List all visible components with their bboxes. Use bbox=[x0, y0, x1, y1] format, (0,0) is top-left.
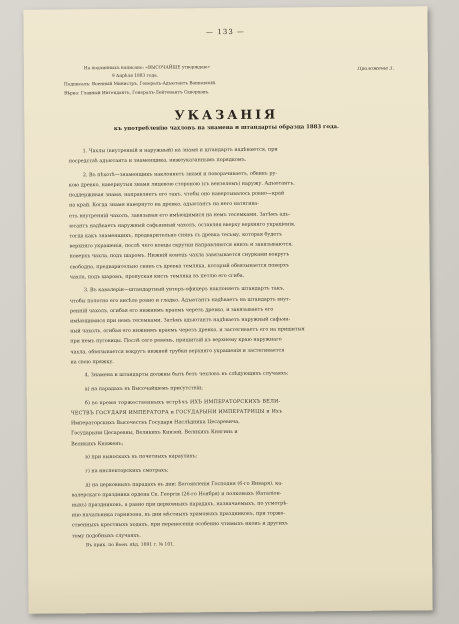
text-line: Великихъ Княженъ; bbox=[71, 440, 124, 447]
text-line: на край. Когда знамя навернуто на древко, адъютантъ на него натягива- bbox=[69, 201, 259, 209]
text-line: ютантъ надѣваетъ наружный сафьянный чахолъ, оставляя вверху верхняго украшенія, bbox=[69, 221, 296, 230]
text-line: чахла, обвязывается вокругъ нижней трубки верхняго украшенія и застегивается bbox=[70, 347, 285, 355]
approval-line: На подлинныхъ написано: «ВЫСОЧАЙШЕ утверждаю» bbox=[83, 65, 211, 72]
text-line: ственныхъ крестныхъ ходахъ, при перенесеніи особенно чтимыхъ иконъ и другихъ bbox=[71, 520, 288, 529]
text-line: етъ внутренній чахолъ, завязывая его имѣющимися на немъ тесемками. Затѣмъ адъ- bbox=[69, 211, 291, 220]
text-line: ренній чахолъ, огибая его нижнимъ краемъ черезъ древко, и завязываетъ его bbox=[69, 306, 274, 315]
appendix-label: Приложеніе 3. bbox=[357, 66, 394, 72]
text-line: верхняго украшенія, послѣ чего концы скрутки направляются внизъ и завязываются, bbox=[69, 241, 294, 250]
text-line: д) на церковныхъ парадахъ въ дни: Богоявленія Господня (6-го Января), ка- bbox=[85, 480, 283, 488]
approval-line: 9 Апрѣля 1883 года. bbox=[111, 73, 159, 80]
approval-line: Подписалъ: Военный Министръ, Генералъ-Адъютантъ Ванновскій. bbox=[64, 81, 217, 88]
text-line: г) на инспекторскихъ смотрахъ; bbox=[85, 467, 169, 475]
text-line: ЧЕСТВЪ ГОСУДАРЯ ИМПЕРАТОРА и ГОСУДАРЫНИ ИМПЕРАТРИЦЫ и Ихъ bbox=[70, 408, 283, 417]
text-line: ный чахолъ, огибая его нижнимъ краемъ черезъ древко, и застегиваетъ его на пришитыя bbox=[70, 326, 305, 335]
text-line: валерскаго праздника ордена Св. Георгія (26-го Ноября) и полковыхъ (баталіон- bbox=[71, 490, 282, 499]
text-line: нію начальника гарнизона, въ дни мѣстныхъ храмовыхъ праздниковъ, при торже- bbox=[71, 510, 286, 519]
approval-block bbox=[64, 64, 217, 98]
approval-line: Вѣрно: Главный Интендантъ, Генералъ-Лейтенантъ Скворцовъ. bbox=[64, 89, 210, 97]
document-subtitle: къ употребленію чахловъ на знамена и штандарты образца 1883 года. bbox=[113, 124, 339, 132]
page-number: — 133 — bbox=[206, 27, 246, 37]
text-line: в) при выноскахъ въ почетныхъ караулахъ; bbox=[85, 453, 198, 461]
text-line: б) во время торжественныхъ встрѣчъ ИХЪ ИМПЕРАТОРСКИХЪ ВЕЛИ- bbox=[84, 398, 281, 407]
text-line: тому подобныхъ случаяхъ. bbox=[71, 532, 141, 539]
text-line: Императорскихъ Высочествъ Государя Наслѣдника Цесаревича, bbox=[70, 419, 240, 427]
text-line: 2. Въ пѣхотѣ—знаменщикъ наклоняетъ знамя и поворачиваетъ, обвивъ ру- bbox=[82, 170, 278, 179]
text-line: свободно, предварительно снявъ съ древка темляка, который обвязывается поверхъ bbox=[69, 262, 289, 270]
text-line: ныхъ) праздниковъ, а равно при церковныхъ парадахъ, назначаемыхъ, по усмотрѣ- bbox=[71, 500, 288, 509]
text-line: тогда какъ знаменщикъ, предварительно снявъ съ древка тесьму, которая будетъ bbox=[69, 231, 283, 240]
document-page bbox=[23, 6, 432, 614]
text-line: 3. Въ кавалеріи—штандартный унтеръ-офицеръ наклоняетъ штандартъ такъ, bbox=[83, 285, 285, 294]
text-line: чтобы полотно его висѣло ровно и гладко. Адъютантъ надѣваетъ на штандартъ внут- bbox=[69, 296, 291, 305]
text-line: поверхъ чахла, подъ шаромъ. Нижній конецъ чахла завязывается снурками вокругъ bbox=[69, 251, 290, 260]
text-line: посредствѣ адъютанта и знаменщика, нижеуказаннымъ порядкомъ. bbox=[68, 157, 247, 165]
text-line: 4. Знамена и штандарты должны быть безъ чехловъ въ слѣдующихъ случаяхъ: bbox=[84, 370, 289, 379]
paper-shading bbox=[28, 570, 432, 614]
text-line: Въ прик. по Воен. вѣд. 1891 г. № 101. bbox=[86, 542, 175, 548]
text-line: а) на парадахъ въ Высочайшемъ присутствіи; bbox=[84, 385, 203, 393]
text-line: 1. Чахлы (внутренній и наружный) на знамя и штандартъ надѣваются, при bbox=[82, 146, 278, 155]
text-line: при немъ пуговицы. Послѣ сего ремень, пришитый къ верхнему краю наружнаго bbox=[70, 336, 282, 345]
text-line: кою древко, навернутыя знамя лицевою стороною (съ вензелемъ) наружу. Адъютантъ, bbox=[68, 180, 295, 189]
text-line: имѣющимися при немъ тесемками. Затѣмъ адъютантъ надѣваетъ наружный сафьян- bbox=[70, 316, 291, 325]
text-line: поддерживая знамя, направляетъ его такъ, чтобы оно навертывалось ровно—край bbox=[68, 190, 285, 199]
text-line: Государыни Цесаревны, Великихъ Князей, Великихъ Княгинь и bbox=[71, 429, 238, 437]
document-title: УКАЗАНІЯ bbox=[174, 106, 279, 123]
text-line: чахла, подъ шаромъ, пропуская кисть темляка въ петлю его сгиба. bbox=[69, 272, 245, 281]
document-body bbox=[69, 144, 397, 552]
text-line: на свою пряжку. bbox=[70, 358, 114, 366]
